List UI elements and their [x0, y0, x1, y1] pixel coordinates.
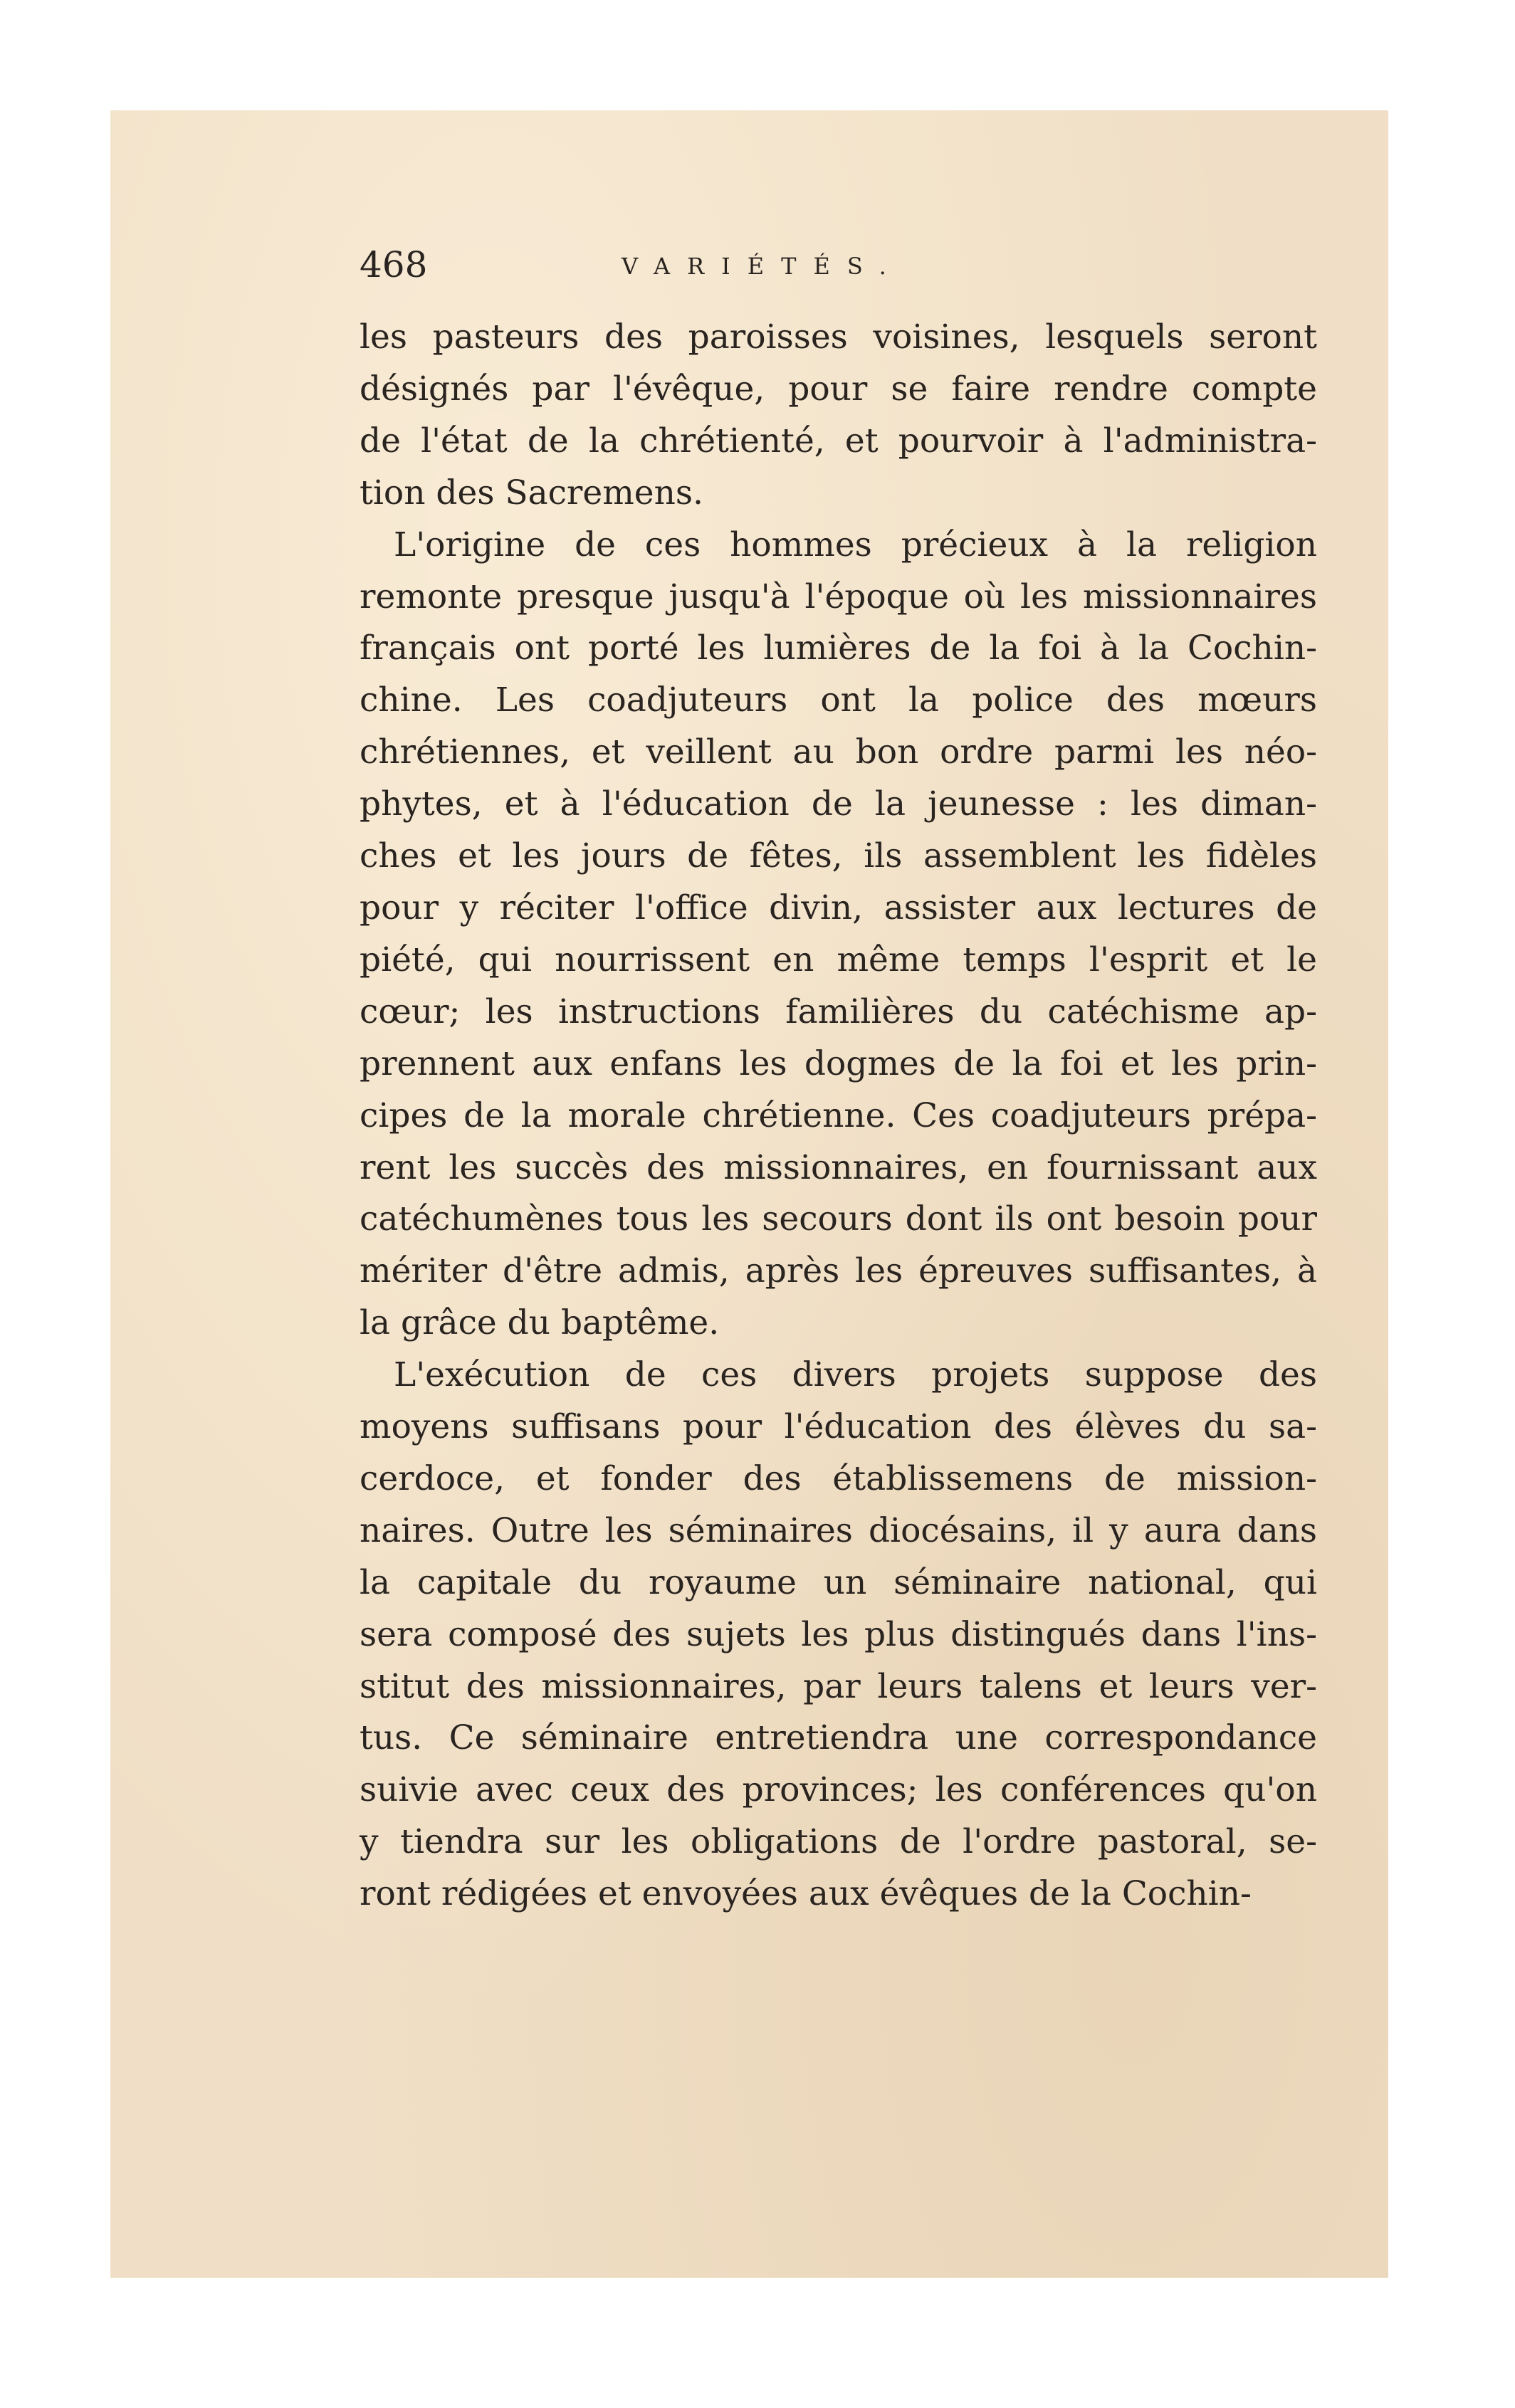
text-line: la capitale du royaume un séminaire national, qui — [360, 1562, 1317, 1602]
text-line: tion des Sacremens. — [360, 473, 703, 512]
text-line: cerdoce, et fonder des établissemens de mission- — [360, 1458, 1317, 1498]
text-line: ront rédigées et envoyées aux évêques de la Cochin- — [360, 1874, 1252, 1914]
text-line: moyens suffisans pour l'éducation des élèves du sa- — [360, 1407, 1317, 1447]
text-line: catéchumènes tous les secours dont ils ont besoin pour — [360, 1199, 1317, 1239]
text-line: mériter d'être admis, après les épreuves suffisantes, à — [360, 1251, 1317, 1291]
text-line: cœur; les instructions familières du catéchisme ap- — [360, 992, 1317, 1031]
text-line: cipes de la morale chrétienne. Ces coadjuteurs prépa- — [360, 1095, 1317, 1135]
text-line: ches et les jours de fêtes, ils assemblent les fidèles — [360, 836, 1317, 876]
text-line: phytes, et à l'éducation de la jeunesse : les diman- — [360, 784, 1317, 824]
text-line: français ont porté les lumières de la foi à la Cochin- — [360, 629, 1317, 668]
text-line: remonte presque jusqu'à l'époque où les missionnaires — [360, 577, 1317, 616]
text-line: naires. Outre les séminaires diocésains, il y aura dans — [360, 1510, 1317, 1550]
text-line: les pasteurs des paroisses voisines, lesquels seront — [360, 317, 1317, 357]
paragraph — [360, 1350, 1317, 1920]
page-header — [360, 236, 1317, 293]
text-line: de l'état de la chrétienté, et pourvoir à l'administra- — [360, 421, 1317, 461]
page-number: 468 — [360, 244, 428, 285]
body-text — [360, 312, 1317, 1920]
text-line: sera composé des sujets les plus distingués dans l'ins- — [360, 1614, 1317, 1654]
text-line: piété, qui nourrissent en même temps l'esprit et le — [360, 940, 1317, 979]
text-line: tus. Ce séminaire entretiendra une correspondance — [360, 1718, 1317, 1758]
text-line: pour y réciter l'office divin, assister aux lectures de — [360, 888, 1317, 927]
text-line: rent les succès des missionnaires, en fournissant aux — [360, 1147, 1317, 1187]
text-line: chrétiennes, et veillent au bon ordre parmi les néo- — [360, 732, 1317, 772]
paragraph — [360, 520, 1317, 1350]
text-line: chine. Les coadjuteurs ont la police des mœurs — [360, 680, 1317, 720]
paragraph — [360, 312, 1317, 520]
text-line: L'exécution de ces divers projets suppose des — [394, 1355, 1317, 1395]
text-line: suivie avec ceux des provinces; les conférences qu'on — [360, 1770, 1317, 1810]
text-line: y tiendra sur les obligations de l'ordre pastoral, se- — [360, 1822, 1317, 1862]
text-line: désignés par l'évêque, pour se faire rendre compte — [360, 369, 1317, 409]
running-head: VARIÉTÉS. — [622, 253, 903, 280]
text-line: stitut des missionnaires, par leurs talens et leurs ver- — [360, 1666, 1317, 1706]
text-line: prennent aux enfans les dogmes de la foi et les prin- — [360, 1043, 1317, 1083]
text-line: L'origine de ces hommes précieux à la religion — [394, 525, 1317, 564]
text-line: la grâce du baptême. — [360, 1303, 720, 1343]
